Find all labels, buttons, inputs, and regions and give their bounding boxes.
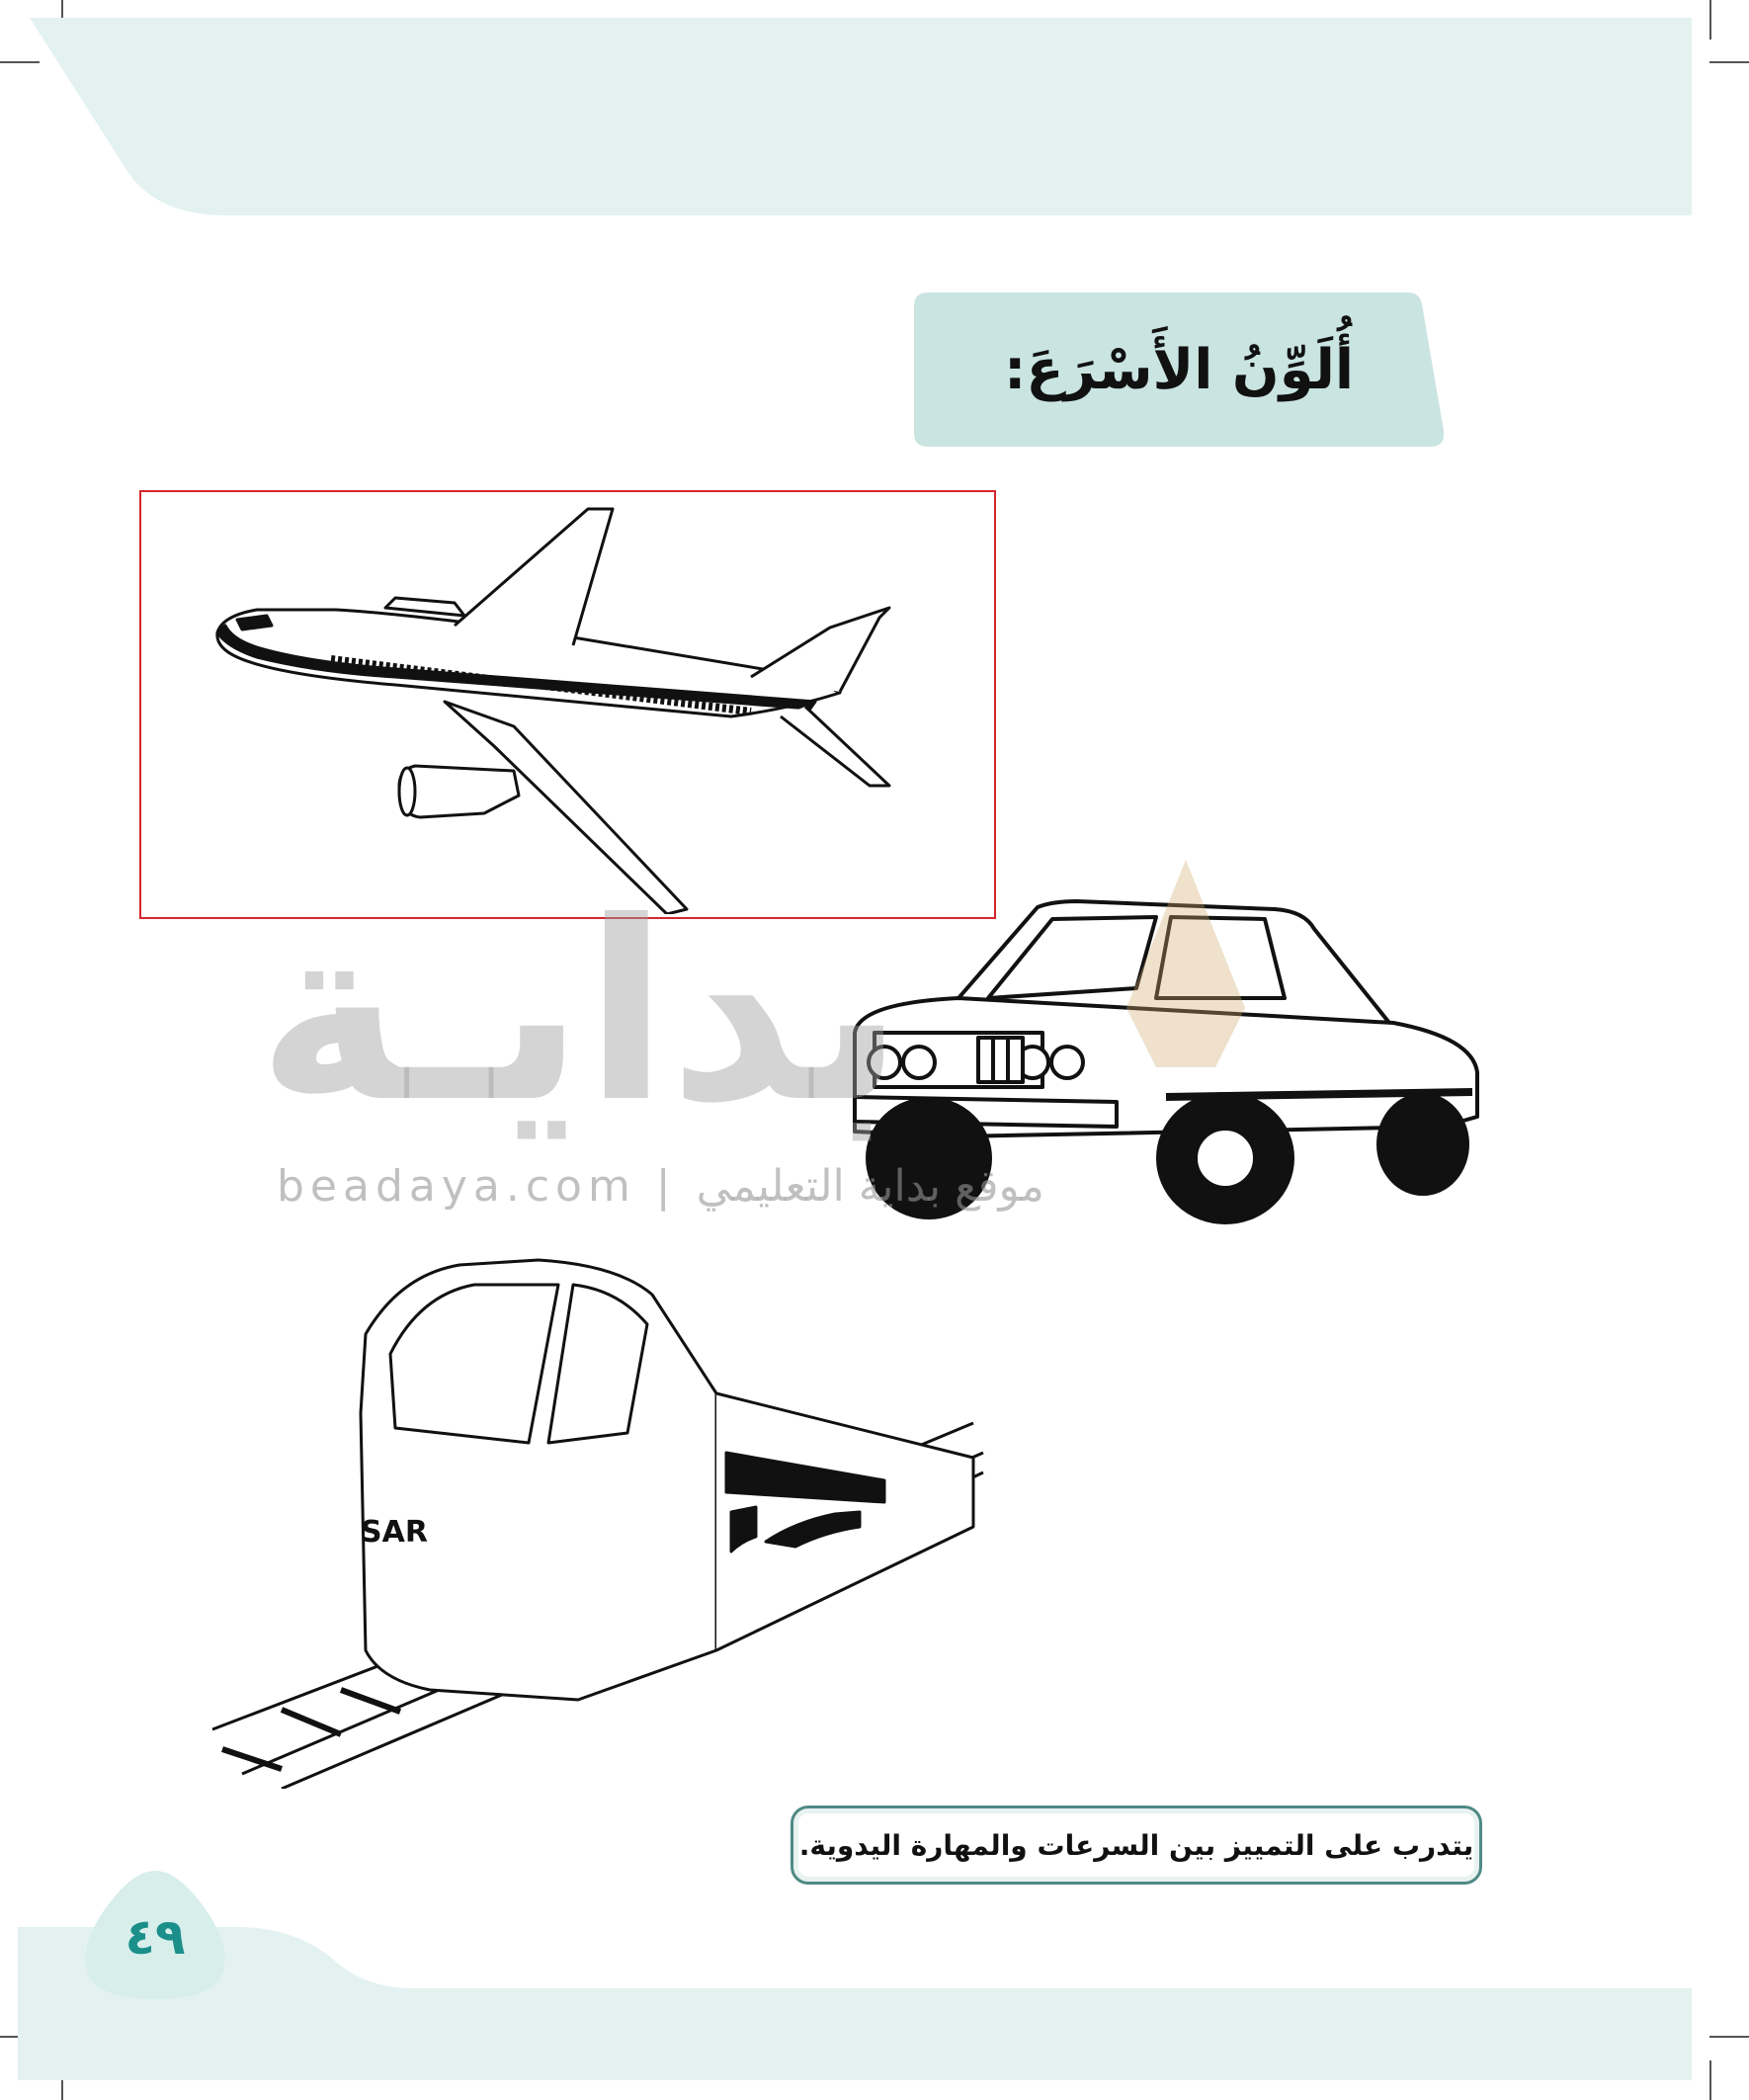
- airplane-icon[interactable]: [198, 499, 968, 914]
- car-icon[interactable]: [840, 899, 1482, 1225]
- train-logo-text: SAR: [361, 1515, 428, 1550]
- page-title: أُلَوِّنُ الأَسْرَعَ:: [1003, 337, 1355, 402]
- title-box: [914, 293, 1444, 447]
- header-band: [0, 0, 1749, 227]
- page-number: ٤٩: [125, 1908, 186, 1966]
- footer-band: [0, 1897, 1749, 2100]
- watermark-logo-text: بدايـة: [257, 869, 904, 1156]
- watermark-url: beadaya.com | موقع بداية التعليمي: [277, 1161, 1044, 1212]
- train-icon[interactable]: [203, 1255, 993, 1789]
- note-box: يتدرب على التمييز بين السرعات والمهارة اليدوية.: [791, 1806, 1482, 1885]
